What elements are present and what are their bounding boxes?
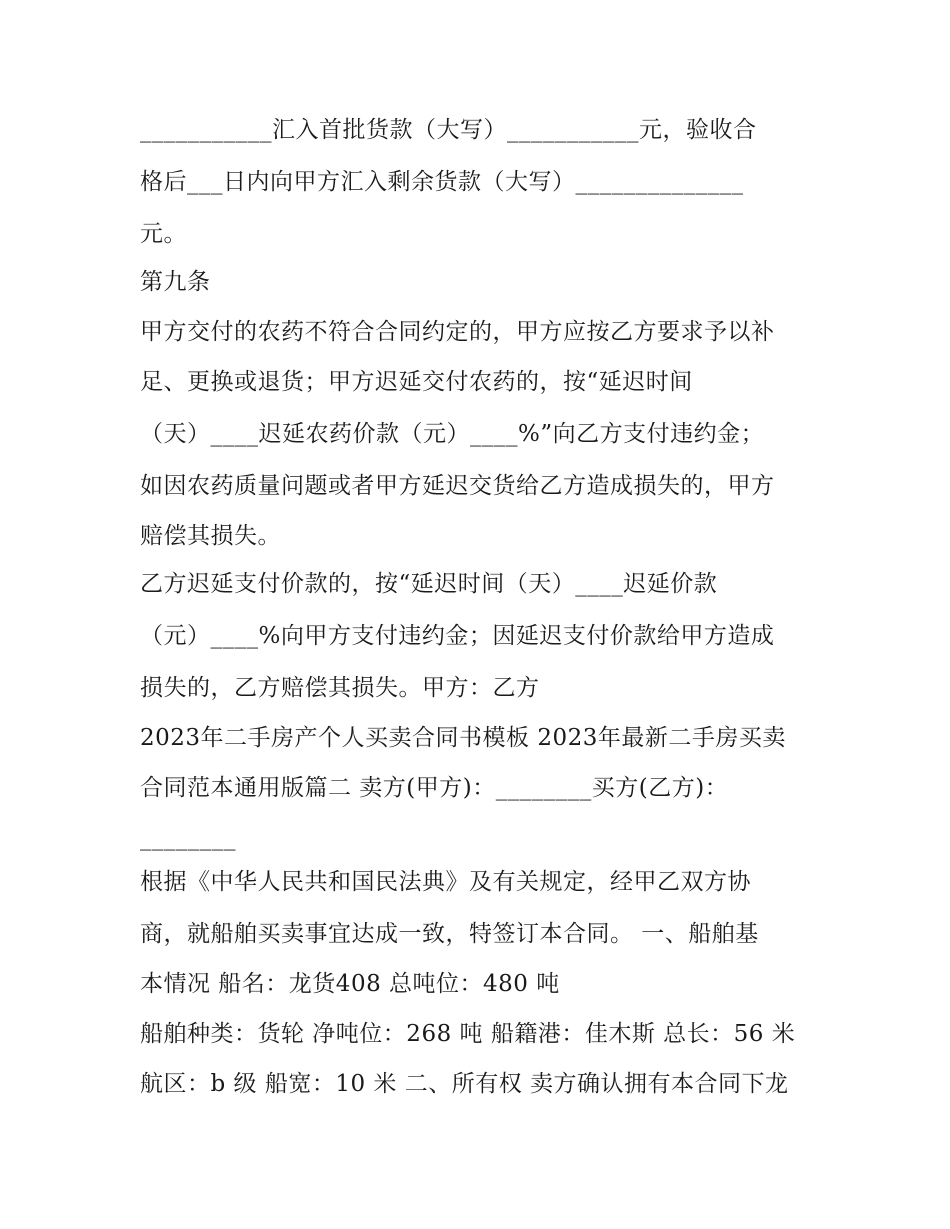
text-line: 2023年二手房产个人买卖合同书模板 2023年最新二手房买卖 [140,725,786,751]
text-line: 甲方交付的农药不符合合同约定的，甲方应按乙方要求予以补 [140,319,775,345]
text-line: ___________汇入首批货款（大写）___________元，验收合 [140,117,757,143]
text-line: 格后___日内向甲方汇入剩余货款（大写）______________ [140,169,744,195]
text-line: 元。 [140,221,187,247]
text-line: （天）____迟延农药价款（元）____%”向乙方支付违约金； [140,421,765,447]
text-line: 损失的，乙方赔偿其损失。甲方：乙方 [140,675,540,701]
text-line: 合同范本通用版篇二 卖方(甲方)：________买方(乙方)： [140,775,729,801]
text-line: 船舶种类：货轮 净吨位：268 吨 船籍港：佳木斯 总长：56 米 [140,1021,796,1047]
text-line: 如因农药质量问题或者甲方延迟交货给乙方造成损失的，甲方 [140,473,775,499]
text-line: 赔偿其损失。 [140,523,281,549]
text-line: 本情况 船名：龙货408 总吨位：480 吨 [140,971,560,997]
text-line: 乙方迟延支付价款的，按“延迟时间（天）____迟延价款 [140,571,718,597]
text-line: （元）____%向甲方支付违约金；因延迟支付价款给甲方造成 [140,623,775,649]
text-line: 足、更换或退货；甲方迟延交付农药的，按“延迟时间 [140,369,693,395]
text-line: 航区：b 级 船宽：10 米 二、所有权 卖方确认拥有本合同下龙 [140,1071,789,1097]
text-line: ________ [140,825,236,851]
section-heading: 第九条 [140,269,211,295]
text-line: 商，就船舶买卖事宜达成一致，特签订本合同。 一、船舶基 [140,921,759,947]
text-line: 根据《中华人民共和国民法典》及有关规定，经甲乙双方协 [140,869,751,895]
